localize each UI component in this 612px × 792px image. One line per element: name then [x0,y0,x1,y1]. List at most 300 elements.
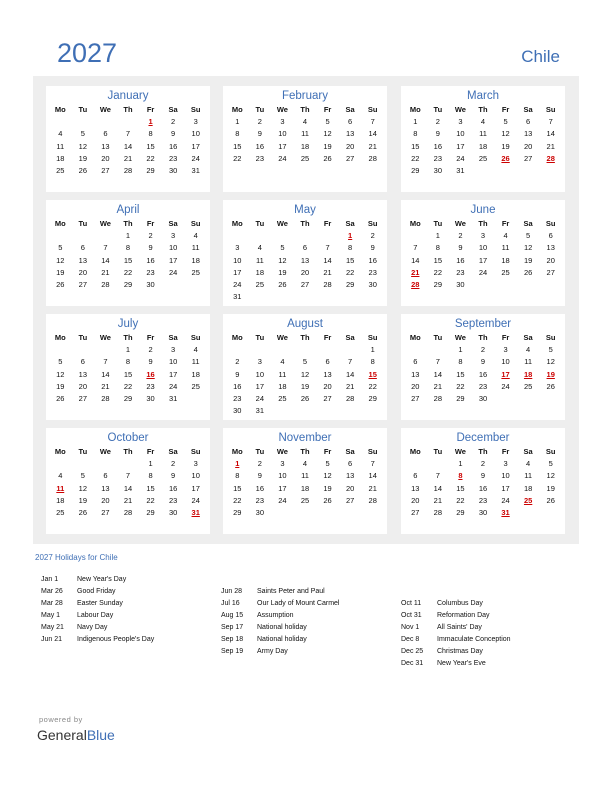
date-cell: 10 [278,129,287,139]
weekday-label: Tu [433,219,443,228]
month-name: May [294,204,316,216]
date-cell: 4 [280,357,285,367]
date-cell: 13 [345,471,355,481]
date-cell: 17 [478,255,488,265]
empty-cell [427,458,450,470]
empty-cell [271,344,294,356]
weekday-label: Su [190,105,201,114]
date-cell: 21 [433,381,443,391]
date-cell: 9 [480,357,486,367]
date-cell: 9 [435,129,440,139]
date-cell: 18 [478,141,488,151]
date-cell: 18 [300,141,310,151]
date-cell: 16 [478,483,488,493]
empty-cell [226,230,249,242]
date-cell: 22 [123,381,133,391]
weekday-label: Su [545,105,556,114]
weekday-label: Mo [409,333,421,342]
holiday-name: Our Lady of Mount Carmel [257,600,340,607]
holiday-date-label: Mar 28 [41,600,63,607]
date-cell: 1 [235,117,240,126]
date-cell: 6 [348,117,353,126]
date-cell: 24 [278,495,287,505]
holiday-date: 28 [411,280,420,290]
date-cell: 26 [278,280,287,290]
date-cell: 2 [480,345,486,354]
weekday-label: Su [367,219,378,228]
date-cell: 10 [168,357,178,367]
date-cell: 26 [323,153,332,163]
date-cell: 9 [148,243,153,253]
date-cell: 19 [323,141,332,151]
date-cell: 4 [257,243,262,253]
empty-cell [404,458,427,470]
weekday-label: Th [478,447,488,456]
date-cell: 28 [123,166,133,176]
date-cell: 11 [301,129,309,139]
date-cell: 17 [191,483,200,493]
date-cell: 9 [235,369,240,379]
weekday-label: Su [367,447,378,456]
holiday-name: Assumption [257,612,294,619]
empty-cell [94,344,117,356]
date-cell: 30 [146,394,155,404]
date-cell: 20 [300,267,310,277]
date-cell: 15 [456,483,465,493]
date-cell: 4 [193,231,198,240]
weekday-label: Fr [323,333,332,342]
date-cell: 5 [280,243,285,253]
date-cell: 23 [255,153,265,163]
holiday-date-label: Jul 16 [221,600,240,607]
date-cell: 3 [503,459,508,468]
holiday-name: National holiday [257,624,307,631]
date-cell: 4 [503,231,508,240]
month-name: August [287,318,323,330]
date-cell: 5 [80,129,85,139]
date-cell: 10 [501,471,510,481]
date-cell: 13 [523,129,533,139]
date-cell: 23 [233,394,242,404]
date-cell: 28 [368,153,377,163]
holiday-entry [221,622,339,634]
date-cell: 19 [56,267,65,277]
holiday-entry [221,610,339,622]
date-cell: 27 [345,153,355,163]
date-cell: 16 [146,255,155,265]
date-cell: 7 [548,117,553,126]
weekday-label: Sa [523,447,533,456]
month-june [401,200,565,306]
date-cell: 11 [301,471,309,481]
date-cell: 9 [257,471,262,481]
holiday-date: 17 [501,369,510,379]
date-cell: 27 [101,508,110,518]
holiday-name: Army Day [257,648,288,655]
date-cell: 2 [480,459,486,468]
date-cell: 15 [123,369,133,379]
date-cell: 2 [148,231,153,240]
date-cell: 6 [302,243,308,253]
date-cell: 27 [411,394,420,404]
date-cell: 30 [368,280,377,290]
holiday-name: Reformation Day [437,612,490,619]
holiday-entry [221,646,339,658]
holiday-entry [41,574,154,586]
date-cell: 3 [458,117,463,126]
holidays-title: 2027 Holidays for Chile [35,553,118,562]
date-cell: 3 [171,231,176,240]
date-cell: 30 [168,508,178,518]
holiday-date-label: Aug 15 [221,612,244,619]
date-cell: 18 [191,369,200,379]
date-cell: 30 [146,280,155,290]
weekday-label: Th [300,333,310,342]
date-cell: 26 [546,381,555,391]
date-cell: 17 [278,483,287,493]
empty-cell [404,230,427,242]
date-cell: 27 [323,394,332,404]
date-cell: 14 [411,255,420,265]
date-cell: 3 [280,459,285,468]
date-cell: 16 [168,483,178,493]
date-cell: 12 [546,357,555,367]
date-cell: 3 [503,345,508,354]
date-cell: 6 [103,129,108,139]
day-grid [223,217,387,304]
date-cell: 18 [56,153,65,163]
weekday-label: Tu [433,105,443,114]
date-cell: 21 [368,141,377,151]
weekday-label: Sa [345,105,355,114]
date-cell: 7 [370,459,375,468]
date-cell: 25 [191,267,200,277]
date-cell: 12 [501,129,510,139]
holiday-name: All Saints' Day [437,624,482,631]
generalblue-logo[interactable] [37,727,115,743]
day-grid [46,217,210,291]
date-cell: 22 [433,267,443,277]
date-cell: 6 [526,117,531,126]
date-cell: 27 [101,166,110,176]
day-grid [46,103,210,177]
holiday-date: 31 [501,508,510,518]
weekday-label: We [99,105,111,114]
date-cell: 3 [193,117,198,126]
empty-cell [404,344,427,356]
holiday-date: 1 [148,117,153,126]
powered-by-text: powered by [39,715,83,724]
weekday-label: Th [478,219,488,228]
date-cell: 20 [345,141,355,151]
holiday-date: 19 [546,369,555,379]
date-cell: 28 [101,394,110,404]
date-cell: 2 [235,357,240,367]
date-cell: 18 [56,495,65,505]
date-cell: 31 [233,292,242,302]
date-cell: 13 [300,255,310,265]
date-cell: 13 [101,483,110,493]
month-july [46,314,210,420]
weekday-label: Sa [168,447,178,456]
date-cell: 1 [370,345,375,354]
date-cell: 11 [524,471,533,481]
date-cell: 15 [146,141,155,151]
date-cell: 2 [148,345,153,354]
date-cell: 29 [456,394,465,404]
date-cell: 19 [523,255,533,265]
weekday-label: We [276,333,288,342]
date-cell: 25 [501,267,510,277]
month-january [46,86,210,192]
date-cell: 15 [433,255,443,265]
date-cell: 20 [101,153,110,163]
date-cell: 10 [278,471,287,481]
date-cell: 2 [370,231,375,240]
date-cell: 7 [435,357,440,367]
date-cell: 22 [456,495,465,505]
weekday-label: Sa [345,219,355,228]
day-grid [223,331,387,418]
date-cell: 16 [233,381,242,391]
day-grid [223,445,387,519]
date-cell: 27 [411,508,420,518]
month-name: March [467,90,499,102]
date-cell: 30 [168,166,178,176]
month-name: April [116,204,140,216]
date-cell: 26 [78,508,88,518]
weekday-label: Fr [323,447,332,456]
month-march [401,86,565,192]
holiday-name: Labour Day [77,612,114,619]
day-grid [46,445,210,519]
date-cell: 29 [368,394,377,404]
date-cell: 4 [193,345,198,354]
date-cell: 15 [345,255,355,265]
weekday-label: Sa [345,333,355,342]
date-cell: 28 [433,508,443,518]
date-cell: 17 [501,483,510,493]
date-cell: 11 [191,357,200,367]
weekday-label: Su [190,333,201,342]
weekday-label: Mo [231,447,243,456]
date-cell: 8 [148,471,153,481]
date-cell: 2 [458,231,463,240]
holiday-date-label: Dec 8 [401,636,420,643]
weekday-label: Mo [54,333,66,342]
date-cell: 11 [255,255,264,265]
date-cell: 2 [171,459,176,468]
weekday-label: We [454,333,466,342]
month-name: November [278,432,332,444]
empty-cell [226,344,249,356]
date-cell: 23 [168,153,178,163]
empty-cell [316,344,339,356]
date-cell: 22 [123,267,133,277]
date-cell: 11 [479,129,487,139]
date-cell: 25 [278,394,287,404]
holiday-name: New Year's Eve [437,660,486,667]
month-name: December [456,432,510,444]
date-cell: 9 [171,129,176,139]
weekday-label: Fr [146,219,155,228]
date-cell: 11 [56,141,65,151]
weekday-label: Th [478,333,488,342]
date-cell: 27 [78,394,88,404]
holiday-date: 26 [501,153,510,163]
date-cell: 22 [233,495,242,505]
date-cell: 24 [501,495,510,505]
date-cell: 16 [255,483,265,493]
date-cell: 14 [101,369,110,379]
date-cell: 11 [191,243,200,253]
date-cell: 25 [478,153,488,163]
empty-cell [249,344,272,356]
date-cell: 19 [78,495,88,505]
holiday-date: 1 [235,459,240,468]
holiday-name: Good Friday [77,588,116,595]
date-cell: 21 [345,381,355,391]
holiday-entry [221,598,339,610]
weekday-label: Tu [255,105,265,114]
date-cell: 12 [78,141,88,151]
date-cell: 21 [101,381,110,391]
date-cell: 8 [235,471,240,481]
month-october [46,428,210,534]
date-cell: 29 [146,166,155,176]
weekday-label: Su [545,333,556,342]
holiday-entry [41,622,154,634]
date-cell: 25 [255,280,265,290]
weekday-label: Fr [501,447,510,456]
date-cell: 6 [103,471,108,481]
date-cell: 22 [146,153,155,163]
date-cell: 24 [478,267,488,277]
holiday-date-label: May 21 [41,624,64,631]
date-cell: 22 [146,495,155,505]
weekday-label: We [99,219,111,228]
date-cell: 7 [103,243,108,253]
date-cell: 27 [546,267,555,277]
date-cell: 14 [123,141,133,151]
date-cell: 23 [146,267,155,277]
date-cell: 15 [233,141,242,151]
date-cell: 21 [546,141,555,151]
holiday-entry [401,598,511,610]
holiday-date-label: Jun 28 [221,588,243,595]
date-cell: 17 [168,369,178,379]
date-cell: 9 [148,357,153,367]
date-cell: 6 [548,231,553,240]
date-cell: 26 [78,166,88,176]
empty-cell [427,344,450,356]
date-cell: 15 [411,141,420,151]
holiday-date-label: Sep 17 [221,624,244,631]
holiday-date: 21 [411,267,420,277]
date-cell: 29 [411,166,420,176]
date-cell: 3 [171,345,176,354]
date-cell: 20 [323,381,332,391]
month-name: July [117,318,139,330]
date-cell: 20 [411,381,420,391]
weekday-label: Th [300,105,310,114]
weekday-label: Tu [78,447,88,456]
date-cell: 12 [278,255,287,265]
date-cell: 7 [125,471,131,481]
country-title: Chile [521,47,560,66]
date-cell: 10 [456,129,465,139]
weekday-label: Tu [78,105,88,114]
weekday-label: Mo [409,447,421,456]
date-cell: 30 [456,280,465,290]
date-cell: 30 [478,508,488,518]
weekday-label: We [454,105,466,114]
date-cell: 16 [255,141,265,151]
date-cell: 20 [78,381,88,391]
date-cell: 22 [233,153,242,163]
date-cell: 20 [546,255,555,265]
month-name: September [454,318,512,330]
date-cell: 19 [300,381,310,391]
date-cell: 11 [501,243,510,253]
weekday-label: Sa [345,447,355,456]
date-cell: 22 [411,153,420,163]
date-cell: 29 [123,280,133,290]
date-cell: 16 [478,369,488,379]
date-cell: 8 [370,357,375,367]
day-grid [401,445,565,519]
date-cell: 8 [125,243,131,253]
date-cell: 4 [526,459,531,468]
date-cell: 12 [300,369,310,379]
date-cell: 7 [325,243,330,253]
date-cell: 8 [435,243,440,253]
date-cell: 6 [348,459,353,468]
year-title: 2027 [57,38,118,68]
holiday-date-label: Dec 25 [401,648,424,655]
month-name: June [470,204,496,216]
date-cell: 23 [146,381,155,391]
date-cell: 13 [323,369,332,379]
date-cell: 4 [302,117,308,126]
date-cell: 1 [148,459,153,468]
empty-cell [271,230,294,242]
date-cell: 30 [478,394,488,404]
date-cell: 29 [345,280,355,290]
date-cell: 29 [456,508,465,518]
empty-cell [249,230,272,242]
weekday-label: Tu [255,333,265,342]
holiday-date: 16 [146,369,155,379]
month-april [46,200,210,306]
weekday-label: Sa [523,105,533,114]
weekday-label: Sa [523,219,533,228]
weekday-label: Th [478,105,488,114]
date-cell: 7 [370,117,375,126]
date-cell: 23 [368,267,377,277]
date-cell: 9 [171,471,176,481]
date-cell: 11 [278,369,287,379]
date-cell: 20 [78,267,88,277]
date-cell: 14 [433,369,443,379]
date-cell: 27 [523,153,533,163]
date-cell: 23 [478,495,488,505]
date-cell: 17 [191,141,200,151]
empty-cell [72,344,95,356]
empty-cell [49,230,72,242]
holiday-entry [41,610,154,622]
month-may [223,200,387,306]
